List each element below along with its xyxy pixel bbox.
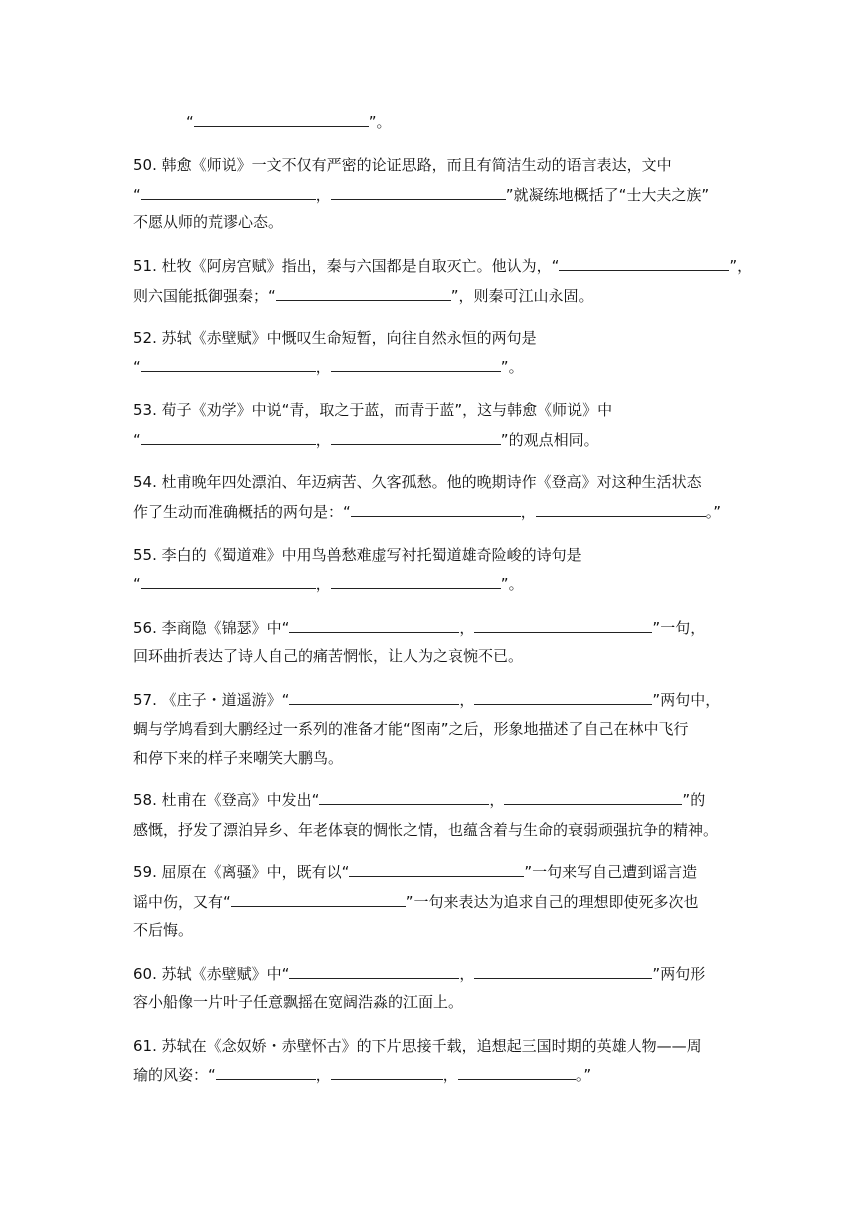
text: “ <box>133 575 141 593</box>
q60-line-1 <box>133 964 705 984</box>
answer-blank[interactable] <box>331 430 501 445</box>
text: ”的观点相同。 <box>500 431 599 449</box>
q59-line-1 <box>133 862 697 882</box>
text: “ <box>186 113 194 131</box>
text: ”， <box>729 257 753 275</box>
answer-blank[interactable] <box>141 185 316 200</box>
answer-blank[interactable] <box>141 430 316 445</box>
answer-blank[interactable] <box>351 502 521 517</box>
text: ”。 <box>500 358 524 376</box>
q56-line-1 <box>133 618 705 638</box>
q61-line-1: 61. 苏轼在《念奴娇・赤壁怀古》的下片思接千载，追想起三国时期的英雄人物——周 <box>133 1037 702 1055</box>
text: ， <box>315 575 331 593</box>
answer-blank[interactable] <box>349 862 524 877</box>
q51-line-2 <box>133 286 594 306</box>
q59-line-2 <box>133 892 699 912</box>
q49-tail-line <box>186 112 392 132</box>
text: ， <box>459 691 475 709</box>
text: ”两句形 <box>652 965 706 983</box>
text: 。” <box>575 1066 592 1084</box>
text: 51. 杜牧《阿房宫赋》指出，秦与六国都是自取灭亡。他认为，“ <box>133 257 560 275</box>
answer-blank[interactable] <box>141 357 316 372</box>
q57-line-3: 和停下来的样子来嘲笑大鹏鸟。 <box>133 749 344 767</box>
q61-line-2 <box>133 1065 591 1085</box>
answer-blank[interactable] <box>504 790 682 805</box>
q57-line-2: 蜩与学鸠看到大鹏经过一系列的准备才能“图南”之后，形象地描述了自己在林中飞行 <box>133 720 689 738</box>
q51-line-1 <box>133 256 752 276</box>
answer-blank[interactable] <box>216 1065 316 1080</box>
q54-line-2 <box>133 502 721 522</box>
text: 作了生动而准确概括的两句是：“ <box>133 503 351 521</box>
text: 则六国能抵御强秦；“ <box>133 287 276 305</box>
text: ， <box>315 358 331 376</box>
text: ”。 <box>500 575 524 593</box>
answer-blank[interactable] <box>319 790 489 805</box>
text: 56. 李商隐《锦瑟》中“ <box>133 619 290 637</box>
answer-blank[interactable] <box>276 286 451 301</box>
q55-line-2 <box>133 574 524 594</box>
q50-line-1: 50. 韩愈《师说》一文不仅有严密的论证思路，而且有简洁生动的语言表达，文中 <box>133 156 672 174</box>
answer-blank[interactable] <box>231 892 406 907</box>
q58-line-1 <box>133 790 705 810</box>
text: ， <box>315 1066 331 1084</box>
answer-blank[interactable] <box>331 574 501 589</box>
q55-line-1: 55. 李白的《蜀道难》中用鸟兽愁难虚写衬托蜀道雄奇险峻的诗句是 <box>133 546 582 564</box>
q52-line-1: 52. 苏轼《赤壁赋》中慨叹生命短暂，向往自然永恒的两句是 <box>133 329 537 347</box>
text: ”，则秦可江山永固。 <box>450 287 594 305</box>
answer-blank[interactable] <box>141 574 316 589</box>
q50-line-2 <box>133 185 709 205</box>
text: ”两句中， <box>652 691 721 709</box>
text: “ <box>133 186 141 204</box>
q53-line-1: 53. 荀子《劝学》中说“青，取之于蓝，而青于蓝”，这与韩愈《师说》中 <box>133 401 613 419</box>
answer-blank[interactable] <box>458 1065 576 1080</box>
text: ， <box>315 431 331 449</box>
text: 57. 《庄子・道遥游》“ <box>133 691 290 709</box>
text: “ <box>133 358 141 376</box>
answer-blank[interactable] <box>331 185 506 200</box>
text: ”一句来表达为追求自己的理想即使死多次也 <box>405 893 699 911</box>
answer-blank[interactable] <box>536 502 706 517</box>
answer-blank[interactable] <box>289 618 459 633</box>
text: “ <box>133 431 141 449</box>
text: 瑜的风姿：“ <box>133 1066 216 1084</box>
q54-line-1: 54. 杜甫晚年四处漂泊、年迈病苦、久客孤愁。他的晚期诗作《登高》对这种生活状态 <box>133 473 702 491</box>
answer-blank[interactable] <box>289 690 459 705</box>
text: ”。 <box>368 113 392 131</box>
text: ， <box>442 1066 458 1084</box>
text: ， <box>459 619 475 637</box>
text: 58. 杜甫在《登高》中发出“ <box>133 791 320 809</box>
q60-line-2: 容小船像一片叶子任意飘摇在宽阔浩淼的江面上。 <box>133 993 464 1011</box>
text: ， <box>489 791 505 809</box>
text: ， <box>315 186 331 204</box>
answer-blank[interactable] <box>194 112 369 127</box>
text: ， <box>459 965 475 983</box>
text: 。” <box>705 503 722 521</box>
q59-line-3: 不后悔。 <box>133 921 194 939</box>
q56-line-2: 回环曲折表达了诗人自己的痛苦惘怅，让人为之哀惋不已。 <box>133 647 524 665</box>
answer-blank[interactable] <box>331 357 501 372</box>
text: ， <box>520 503 536 521</box>
answer-blank[interactable] <box>474 618 652 633</box>
answer-blank[interactable] <box>559 256 729 271</box>
q53-line-2 <box>133 430 599 450</box>
answer-blank[interactable] <box>474 690 652 705</box>
answer-blank[interactable] <box>331 1065 443 1080</box>
q50-line-3: 不愿从师的荒谬心态。 <box>133 213 284 231</box>
text: 60. 苏轼《赤壁赋》中“ <box>133 965 290 983</box>
q57-line-1 <box>133 690 720 710</box>
text: 59. 屈原在《离骚》中，既有以“ <box>133 863 350 881</box>
text: ”的 <box>682 791 706 809</box>
text: ”一句， <box>652 619 706 637</box>
text: 谣中伤，又有“ <box>133 893 231 911</box>
q52-line-2 <box>133 357 524 377</box>
answer-blank[interactable] <box>474 964 652 979</box>
text: ”一句来写自己遭到谣言造 <box>524 863 698 881</box>
q58-line-2: 感慨，抒发了漂泊异乡、年老体衰的惆怅之情，也蕴含着与生命的衰弱顽强抗争的精神。 <box>133 821 719 839</box>
text: ”就凝练地概括了“士大夫之族” <box>505 186 710 204</box>
answer-blank[interactable] <box>289 964 459 979</box>
